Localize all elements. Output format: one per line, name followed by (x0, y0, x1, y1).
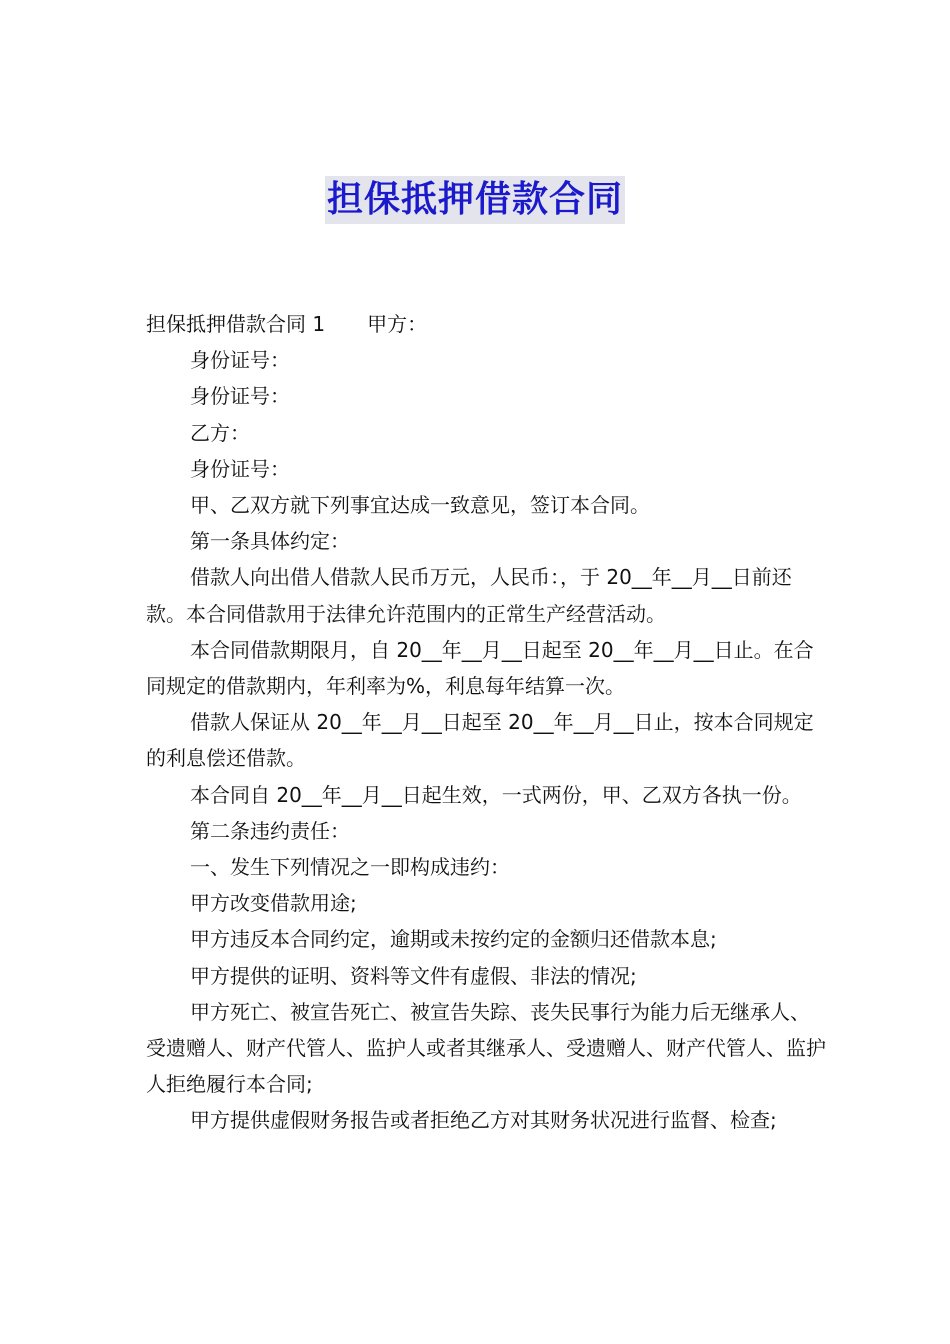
party-a-label: 甲方： (367, 312, 428, 336)
paragraph: 第一条具体约定： (190, 529, 350, 554)
paragraph: 甲方提供虚假财务报告或者拒绝乙方对其财务状况进行监督、检查; (190, 1108, 777, 1133)
contract-heading: 担保抵押借款合同 1 (146, 312, 326, 336)
paragraph: 借款人保证从 20__年__月__日起至 20__年__月__日止，按本合同规定的利息偿还借款。 (146, 710, 814, 771)
paragraph: 甲、乙双方就下列事宜达成一致意见，签订本合同。 (190, 493, 650, 518)
title-container (0, 176, 950, 224)
document-body (146, 306, 826, 1139)
intro-line (146, 306, 826, 342)
paragraph: 乙方： (190, 420, 250, 445)
paragraph: 甲方提供的证明、资料等文件有虚假、非法的情况; (190, 963, 637, 988)
paragraph: 甲方改变借款用途; (190, 891, 357, 916)
paragraph: 本合同借款期限月，自 20__年__月__日起至 20__年__月__日止。在合同规定的借款期内，年利率为%，利息每年结算一次。 (146, 637, 814, 699)
paragraph: 身份证号： (190, 384, 290, 409)
paragraph: 本合同自 20__年__月__日起生效，一式两份，甲、乙双方各执一份。 (190, 782, 802, 807)
paragraph: 身份证号： (190, 348, 290, 373)
document-title: 担保抵押借款合同 (325, 176, 625, 224)
paragraph: 甲方死亡、被宣告死亡、被宣告失踪、丧失民事行为能力后无继承人、受遗赠人、财产代管人、监护人或者其继承人、受遗赠人、财产代管人、监护人拒绝履行本合同; (146, 999, 826, 1097)
paragraph: 第二条违约责任： (190, 818, 350, 843)
paragraph: 身份证号： (190, 456, 290, 481)
paragraph: 甲方违反本合同约定，逾期或未按约定的金额归还借款本息; (190, 927, 717, 952)
paragraph: 一、发生下列情况之一即构成违约： (190, 855, 510, 880)
paragraph: 借款人向出借人借款人民币万元，人民币：，于 20__年__月__日前还款。本合同借款用于法律允许范围内的正常生产经营活动。 (146, 565, 792, 626)
